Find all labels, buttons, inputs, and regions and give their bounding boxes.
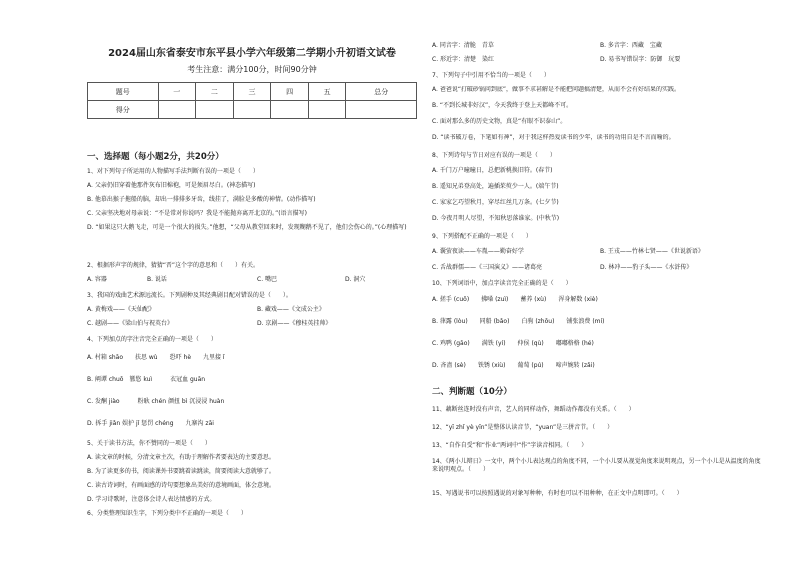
option-text: B. 王戎——竹林七贤——《世说新语》 [600, 248, 704, 255]
option-text: A. 黄梅戏——《天仙配》 [87, 306, 155, 313]
score-header-cell: 题号 [88, 83, 159, 101]
question-text: 2、根据形声字的规律，猜猜“晋”这个字的意思和（ ）有关。 [87, 262, 260, 269]
question-text: 10、下列词语中，加点字读音完全正确的是（ ） [432, 280, 572, 287]
option-text: C. 嘴巴 [257, 276, 278, 283]
option-text: C. 读古诗词时，有画面感的诗句要想象出美好的意境画面，体会意境。 [87, 482, 276, 489]
option-text: B. 阐谭 chuō 篡悠 kuì 衣冠血 guān [87, 376, 206, 383]
score-cell[interactable] [196, 101, 234, 119]
option-text: C. 越剧——《梁山伯与祝英台》 [87, 320, 174, 327]
option-text: C. 父亲坚决地对母亲说：“不是常对你说吗？我是不能抛弃离开北京的。”(语言描写) [87, 210, 307, 217]
question-text: 4、下列加点的字注音完全正确的一项是（ ） [87, 336, 217, 343]
question-text: 9、下列搭配不正确的一项是（ ） [432, 233, 532, 240]
option-text: C. 形近字：清楚 染红 [432, 56, 495, 63]
score-row-label: 得分 [88, 101, 159, 119]
score-cell[interactable] [271, 101, 309, 119]
section-judge-heading: 二、判断题（10分） [432, 387, 512, 397]
option-text: B. 说话 [147, 276, 167, 283]
question-text: 7、下列句子中引用不恰当的一项是（ ） [432, 72, 550, 79]
question-text: 15、写遇说书可以按照遇说的对象写种种，有时也可以不用种种，在正文中点明即可。（ ） [432, 490, 683, 497]
score-header-cell: 总分 [346, 83, 417, 101]
option-text: D. “如果这只大鹅飞走，可是一个很大的损失。”他想，“父母从教堂回来时，发现糊鹅不见了，他们会伤心的。”(心理描写) [87, 224, 407, 231]
option-text: B. 为了读更多的书，阅读课外书要跳着读跳读，简要阅读大意就够了。 [87, 468, 275, 475]
option-text: B. 多音字：西藏 宝藏 [600, 42, 662, 49]
option-text: A. 囊萤夜读——车胤——勤奋好学 [432, 248, 524, 255]
option-text: D. 拆手 jiǎn 娱护 jǐ 惩罚 chéng 九寨沟 zāi [87, 420, 214, 427]
score-header-cell: 三 [233, 83, 271, 101]
score-header-cell: 四 [271, 83, 309, 101]
exam-notice: 考生注意：满分100分，时间90分钟 [187, 65, 317, 74]
score-header-cell: 五 [308, 83, 346, 101]
option-text: D. 易书写错误字：防御 玩要 [600, 56, 681, 63]
option-text: A. 容器 [87, 276, 107, 283]
question-text: 12、“yī zhǐ yè yīn”是整体认读音节，“yuan”是三拼音节。（ ） [432, 424, 614, 431]
exam-title: 2024届山东省泰安市东平县小学六年级第二学期小升初语文试卷 [108, 48, 396, 59]
option-text: D. “读书破万卷，下笔如有神”，对于我这样热爱读书的少年，读书的功用自是不言而喻的。 [432, 134, 675, 141]
question-text: 13、“自作自受”和“作业”两词中“作”字读音相同。（ ） [432, 442, 588, 449]
score-cell[interactable] [158, 101, 196, 119]
option-text: A. 村箱 shāo 扶思 wù 恐吓 hè 九里接 ǐ [87, 354, 225, 361]
question-text: 8、下列诗句与节日对应有误的一项是（ ） [432, 152, 556, 159]
section-choice-heading: 一、选择题（每小题2分，共20分） [87, 152, 224, 162]
option-text: D. 吝啬 (sè) 铁锈 (xiù) 葡萄 (pú) 啼声婉转 (zǎi) [432, 362, 595, 369]
option-text: D. 京剧——《穆桂英挂帅》 [257, 320, 332, 327]
option-text: B. 他慕出猴子拖船的脑，却出一排排多牙齿，线挂了，满脸是多酸的神情。(动作描写) [87, 196, 316, 203]
score-header-row [88, 83, 417, 101]
option-text: A. 千门万户曈曈日，总把新桃换旧符。(春节) [432, 167, 553, 174]
question-text: 6、分类整理知识生字，下列分类中不正确的一项是（ ） [87, 510, 247, 517]
option-text: C. 舌战群儒——《三国演义》——诸葛亮 [432, 264, 543, 271]
option-text: B. 葎露 (lòu) 同船 (bǎo) 白驹 (zhōu) 铺张浪费 (mí) [432, 318, 605, 325]
option-text: A. 读文章的时候，分清文章主次，有助于理解作者要表达的主要意思。 [87, 454, 275, 461]
option-text: A. 爸爸说“打破砂锅问到底”，做事不求甚解是不能把问题搞清楚，从而不会有好结果的实践。 [432, 86, 681, 93]
option-text: D. 林冲——豹子头——《水浒传》 [600, 264, 693, 271]
score-header-cell: 二 [196, 83, 234, 101]
option-text: D. 今夜月明人尽望，不知秋思落谁家。(中秋节) [432, 215, 560, 222]
question-text: 11、藕断丝连时没有声音，艺人的同样动作，舞蹈动作都没有关系。（ ） [432, 406, 635, 413]
option-text: C. 发酮 jiào 粉耿 chén 颜扭 bì 沉浸浸 huàn [87, 398, 225, 405]
option-text: D. 学习诗歌时，注意体会诗人表达情感的方式。 [87, 496, 216, 503]
question-text: 1、对下列句子所运用的人物描写手法判断有误的一项是（ ） [87, 168, 259, 175]
option-text: C. 家家乞巧望秋月，穿尽红丝几万条。(七夕节) [432, 199, 559, 206]
score-cell[interactable] [233, 101, 271, 119]
score-cell[interactable] [346, 101, 417, 119]
option-text: B. 藏戏——《文成公主》 [257, 306, 325, 313]
question-text: 5、关于读书方法，你不赞同的一项是（ ） [87, 440, 211, 447]
option-text: D. 洞穴 [345, 276, 366, 283]
option-text: B. 遥知兄弟登高处，遍插茱萸少一人。(端午节) [432, 183, 559, 190]
option-text: C. 鸡鸭 (gāo) 满铁 (yí) 仲侯 (qù) 嘟嘟格格 (hé) [432, 340, 594, 347]
score-row [88, 101, 417, 119]
question-text: 3、我国的戏曲艺术源远流长。下列剧种及其经典剧目配对错误的是（ ）。 [87, 292, 292, 299]
option-text: C. 面对那么多的历史文物，真是“有眼不识泰山”。 [432, 118, 567, 125]
option-text: A. 父亲仍旧穿着他那件灰布旧棉袍，可是须眉尽白。(神态描写) [87, 182, 256, 189]
option-text: A. 搓手 (cuō) 拂嗓 (zuì) 蓄养 (xù) 浑身解数 (xiè) [432, 296, 598, 303]
score-cell[interactable] [308, 101, 346, 119]
question-text: 14、《两小儿辩日》一文中，两个小儿表达观点的角度不同，一个小儿要从视觉角度来说明观点，另一个小儿是从温度的角度来说明观点。（ ） [432, 458, 761, 473]
score-header-cell: 一 [158, 83, 196, 101]
option-text: B. “不到长城非好汉”，今天我终于登上天都峰不可。 [432, 102, 573, 109]
score-table [87, 82, 417, 119]
option-text: A. 同音字：清脆 青草 [432, 42, 494, 49]
